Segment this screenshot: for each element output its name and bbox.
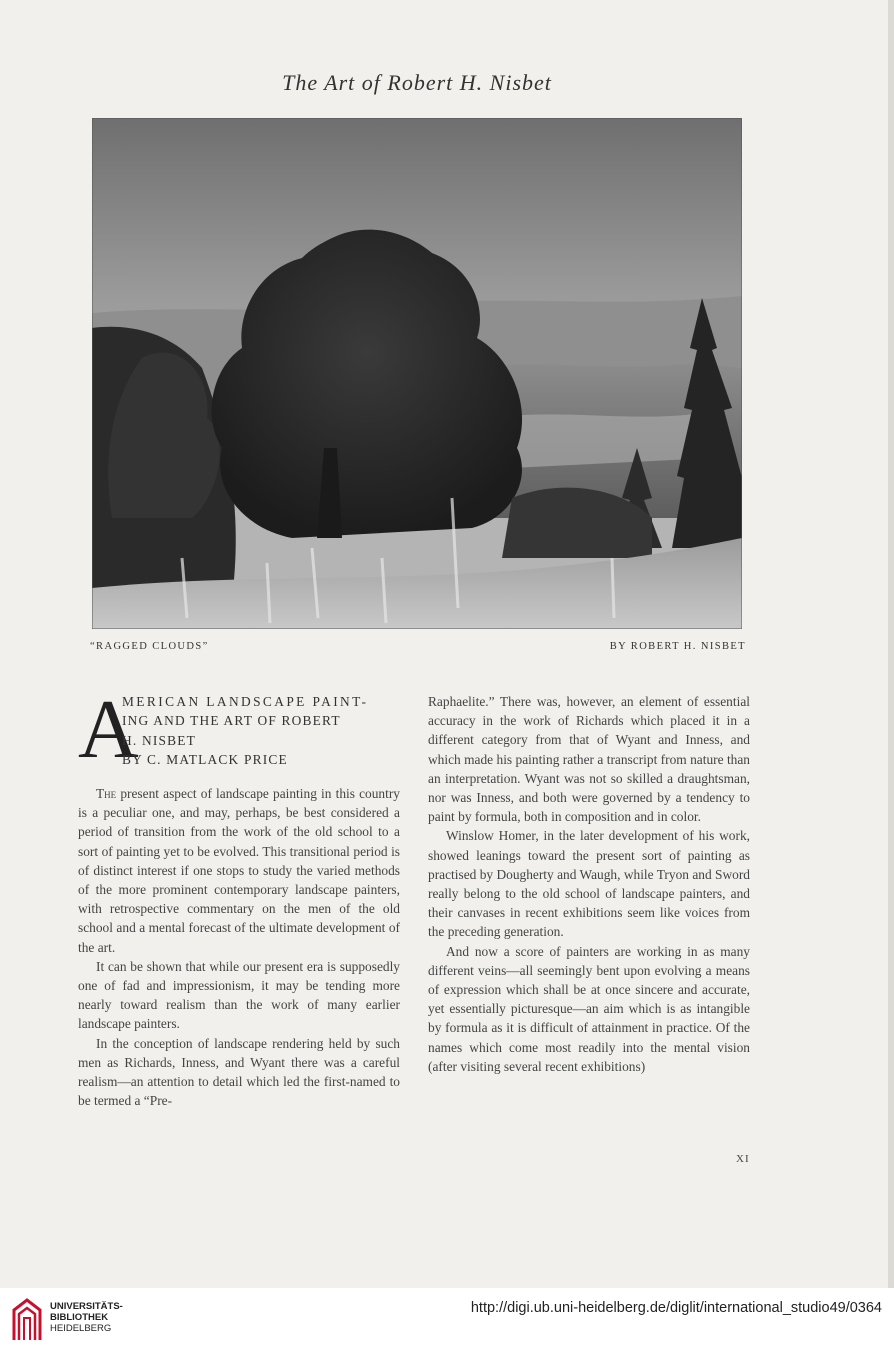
plate-caption-artist: BY ROBERT H. NISBET (609, 641, 746, 652)
landscape-painting-image (92, 118, 742, 629)
paragraph-lead: The (96, 786, 117, 801)
running-title: The Art of Robert H. Nisbet (282, 70, 552, 95)
paragraph: It can be shown that while our present era is supposedly one of fad and impressionism, it may be tending more nearly toward realism than the work of many earlier landscape painters. (78, 958, 400, 1032)
heading-line: MERICAN LANDSCAPE PAINT- (122, 694, 369, 709)
drop-cap: A (78, 683, 139, 776)
article-byline: BY C. MATLACK PRICE (122, 752, 288, 768)
paragraph: Raphaelite.” There was, however, an element of essential accuracy in the work of Richards which placed it in a different category from that of Wyant and Inness, and which made his painting rather a transcript from nature than an interpretation. Wyant was not so skilled a draughtsman, nor was Inness, and both were governed by a tendency to paint by formula, both in composition and in color. (428, 694, 750, 825)
library-name-line: HEIDELBERG (50, 1323, 112, 1334)
article-title (122, 692, 400, 770)
paragraph: And now a score of painters are working in as many different veins—all seemingly bent upon evolving a means of expression which shall be at once sincere and accurate, yet essentially picturesque—an aim which is as intangible by formula as it is difficult of attainment in practice. Of the names which come most readily into the mental vision (after visiting several recent exhibitions) (428, 943, 750, 1074)
painting-plate (92, 118, 742, 629)
source-url-link[interactable]: http://digi.ub.uni-heidelberg.de/diglit/international_studio49/0364 (470, 1300, 882, 1316)
heading-line: ING AND THE ART OF ROBERT (122, 713, 341, 729)
heading-line: H. NISBET (122, 732, 197, 748)
text-column-right (428, 692, 750, 1076)
heidelberg-library-logo-icon (10, 1296, 44, 1342)
library-name-line: BIBLIOTHEK (50, 1312, 109, 1323)
paragraph: In the conception of landscape rendering held by such men as Richards, Inness, and Wyant there was a careful realism—an attention to detail which led the first-named to be termed a “Pre- (78, 1035, 400, 1109)
paragraph (78, 784, 400, 957)
article-heading (78, 683, 400, 776)
paragraph-text: present aspect of landscape painting in this country is a peculiar one, and may, perhaps, be best considered a period of transition from the work of the old school to a sort of painting yet to be evolved. This transitional period is of distinct interest if one stops to study the varied methods of the more prominent contemporary landscape painters, with retrospective commentary on the men of the old school and a mental forecast of the ultimate development of the art. (78, 786, 400, 955)
page-edge (888, 0, 894, 1288)
plate-caption-title: “RAGGED CLOUDS” (90, 641, 209, 652)
page-number: XI (736, 1153, 750, 1165)
paragraph: Winslow Homer, in the later development of his work, showed leanings toward the present sort of painting as practised by Dougherty and Waugh, while Tryon and Sword really belong to the old school of landscape painters, and their canvases in recent exhibitions seem like voices from the preceding generation. (428, 828, 750, 940)
library-name (50, 1301, 123, 1334)
digital-library-footer (0, 1288, 894, 1352)
text-column-left (78, 683, 400, 1110)
library-name-line: UNIVERSITÄTS- (50, 1301, 123, 1312)
